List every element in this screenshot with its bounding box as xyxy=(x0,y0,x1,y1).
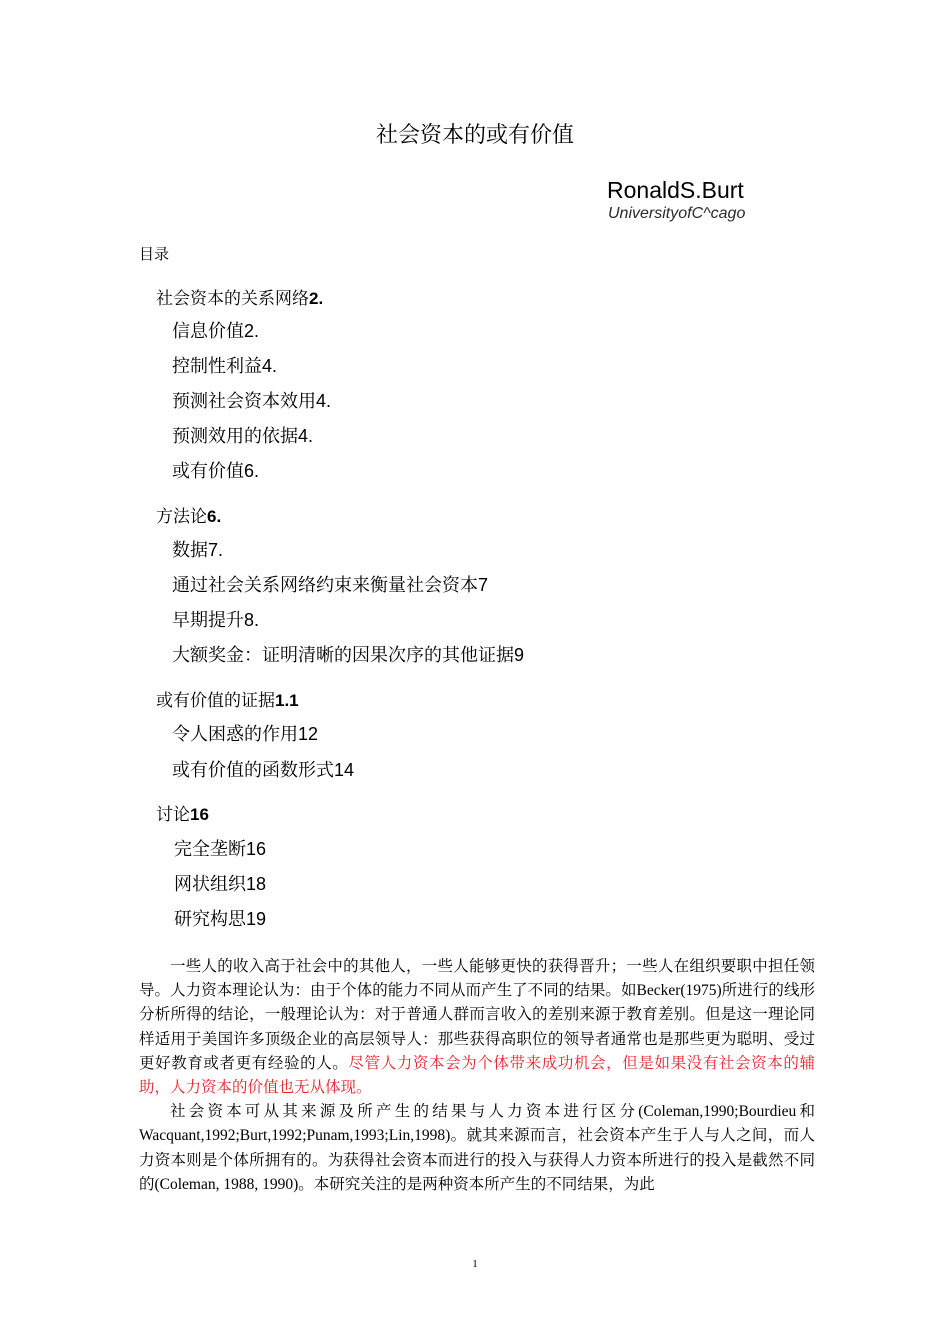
toc-item-label: 控制性利益 xyxy=(172,356,262,377)
toc-page-number: 6. xyxy=(244,461,260,481)
toc-item[interactable] xyxy=(172,641,524,667)
toc-item-label: 或有价值 xyxy=(172,461,244,482)
toc-section[interactable] xyxy=(156,502,221,527)
toc-item-label: 预测效用的依据 xyxy=(172,426,298,447)
toc-item[interactable] xyxy=(174,835,266,861)
toc-item[interactable] xyxy=(172,756,354,782)
toc-item[interactable] xyxy=(172,387,331,413)
toc-page-number: 8. xyxy=(244,610,260,630)
toc-item[interactable] xyxy=(172,606,259,632)
toc-item-label: 早期提升 xyxy=(172,610,244,631)
toc-item-label: 或有价值的函数形式 xyxy=(172,760,334,781)
author-name: RonaldS.Burt xyxy=(607,177,744,203)
toc-page-number: 2. xyxy=(244,321,260,341)
toc-section[interactable] xyxy=(156,686,299,711)
paragraph: 社会资本可从其来源及所产生的结果与人力资本进行区分(Coleman,1990;Bourdieu和Wacquant,1992;Burt,1992;Punam,1993;Lin,1998)。就其来源而言，社会资本产生于人与人之间，而人力资本则是个体所拥有的。为获得社会资本而进行的投入与获得人力资本所进行的投入是截然不同的(Coleman, 1988, 1990)。本研究关注的是两种资本所产生的不同结果，为此 xyxy=(139,1103,815,1193)
toc-page-number: 14 xyxy=(334,760,355,780)
toc-item-label: 网状组织 xyxy=(174,874,246,895)
toc-item[interactable] xyxy=(172,352,277,378)
body-text xyxy=(139,955,815,1197)
toc-page-number: 12 xyxy=(298,724,319,744)
toc-page-number: 7 xyxy=(478,575,489,595)
paragraph xyxy=(139,955,815,1100)
document-title: 社会资本的或有价值 xyxy=(375,123,574,148)
toc-page-number: 6. xyxy=(207,507,222,526)
toc-item-label: 令人困惑的作用 xyxy=(172,724,298,745)
toc-page-number: 18 xyxy=(246,874,267,894)
paragraph-text: 一些人的收入高于社会中的其他人，一些人能够更快的获得晋升；一些人在组织要职中担任领导。人力资本理论认为：由于个体的能力不同从而产生了不同的结果。如Becker(1975)所进行的线形分析所得的结论，一般理论认为：对于普通人群而言收入的差别来源于教育差别。但是这一理论同样适用于美国许多顶级企业的高层领导人：那些获得高职位的领导者通常也是那些更为聪明、受过更好教育或者更有经验的人。 xyxy=(139,958,815,1072)
toc-item[interactable] xyxy=(174,905,266,931)
toc-heading: 目录 xyxy=(139,245,170,263)
toc-item[interactable] xyxy=(172,536,223,562)
toc-item-label: 通过社会关系网络约束来衡量社会资本 xyxy=(172,575,478,596)
author-affiliation: UniversityofC^cago xyxy=(608,205,746,222)
page-number: 1 xyxy=(472,1258,478,1270)
toc-page-number: 9 xyxy=(514,645,525,665)
toc-section-label: 社会资本的关系网络 xyxy=(156,289,309,309)
toc-page-number: 1.1 xyxy=(275,691,299,710)
toc-section-label: 方法论 xyxy=(156,507,207,527)
toc-section[interactable] xyxy=(156,800,209,825)
toc-section-label: 讨论 xyxy=(156,805,190,825)
toc-item[interactable] xyxy=(172,571,488,597)
toc-page-number: 7. xyxy=(208,540,224,560)
toc-item-label: 大额奖金：证明清晰的因果次序的其他证据 xyxy=(172,645,514,666)
toc-item-label: 信息价值 xyxy=(172,321,244,342)
toc-item[interactable] xyxy=(172,317,259,343)
toc-page-number: 19 xyxy=(246,909,267,929)
toc-page-number: 16 xyxy=(246,839,267,859)
toc-section-label: 或有价值的证据 xyxy=(156,691,275,711)
toc-item[interactable] xyxy=(174,870,266,896)
toc-item-label: 完全垄断 xyxy=(174,839,246,860)
toc-item[interactable] xyxy=(172,720,318,746)
toc-page-number: 4. xyxy=(316,391,332,411)
toc-item-label: 预测社会资本效用 xyxy=(172,391,316,412)
toc-item-label: 研究构思 xyxy=(174,909,246,930)
toc-item[interactable] xyxy=(172,422,313,448)
toc-page-number: 4. xyxy=(298,426,314,446)
toc-item-label: 数据 xyxy=(172,540,208,561)
toc-item[interactable] xyxy=(172,457,259,483)
toc-page-number: 16 xyxy=(190,805,209,824)
toc-page-number: 4. xyxy=(262,356,278,376)
toc-section[interactable] xyxy=(156,284,323,309)
highlighted-text: 尽管人力资本会为个体带来成功机会，但是如果没有社会资本的辅助，人力资本的价值也无从体现。 xyxy=(139,1054,815,1097)
toc-page-number: 2. xyxy=(309,289,324,308)
